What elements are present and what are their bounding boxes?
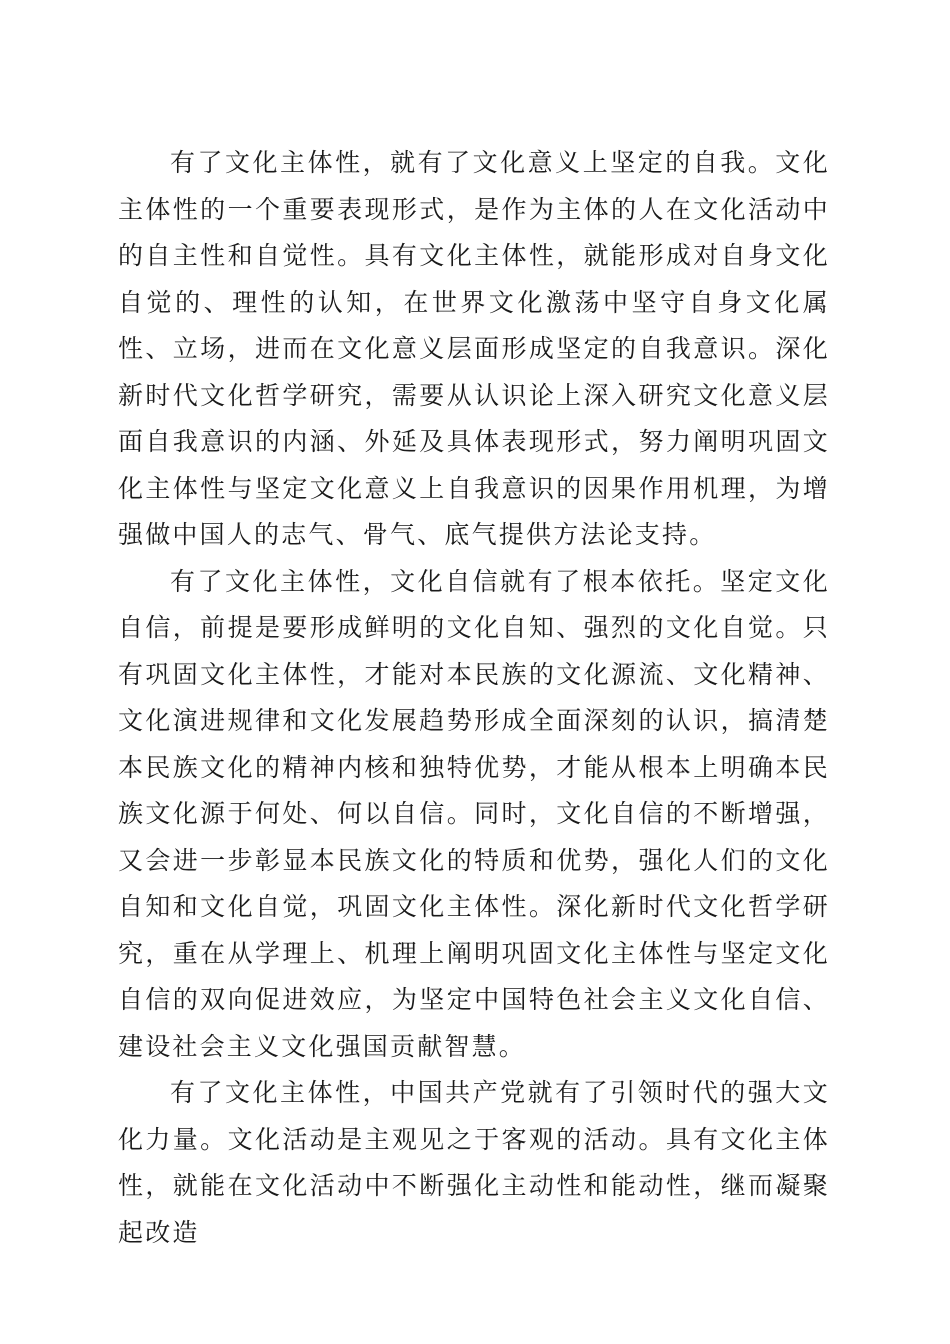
paragraph-3: 有了文化主体性，中国共产党就有了引领时代的强大文化力量。文化活动是主观见之于客观的活动。具有文化主体性，就能在文化活动中不断强化主动性和能动性，继而凝聚起改造: [118, 1078, 830, 1247]
paragraph-1: 有了文化主体性，就有了文化意义上坚定的自我。文化主体性的一个重要表现形式，是作为主体的人在文化活动中的自主性和自觉性。具有文化主体性，就能形成对自身文化自觉的、理性的认知，在世界文化激荡中坚守自身文化属性、立场，进而在文化意义层面形成坚定的自我意识。深化新时代文化哲学研究，需要从认识论上深入研究文化意义层面自我意识的内涵、外延及具体表现形式，努力阐明巩固文化主体性与坚定文化意义上自我意识的因果作用机理，为增强做中国人的志气、骨气、底气提供方法论支持。: [118, 148, 830, 549]
paragraph-2: 有了文化主体性，文化自信就有了根本依托。坚定文化自信，前提是要形成鲜明的文化自知、强烈的文化自觉。只有巩固文化主体性，才能对本民族的文化源流、文化精神、文化演进规律和文化发展趋势形成全面深刻的认识，搞清楚本民族文化的精神内核和独特优势，才能从根本上明确本民族文化源于何处、何以自信。同时，文化自信的不断增强，又会进一步彰显本民族文化的特质和优势，强化人们的文化自知和文化自觉，巩固文化主体性。深化新时代文化哲学研究，重在从学理上、机理上阐明巩固文化主体性与坚定文化自信的双向促进效应，为坚定中国特色社会主义文化自信、建设社会主义文化强国贡献智慧。: [118, 566, 830, 1061]
article-body: [118, 140, 830, 1256]
